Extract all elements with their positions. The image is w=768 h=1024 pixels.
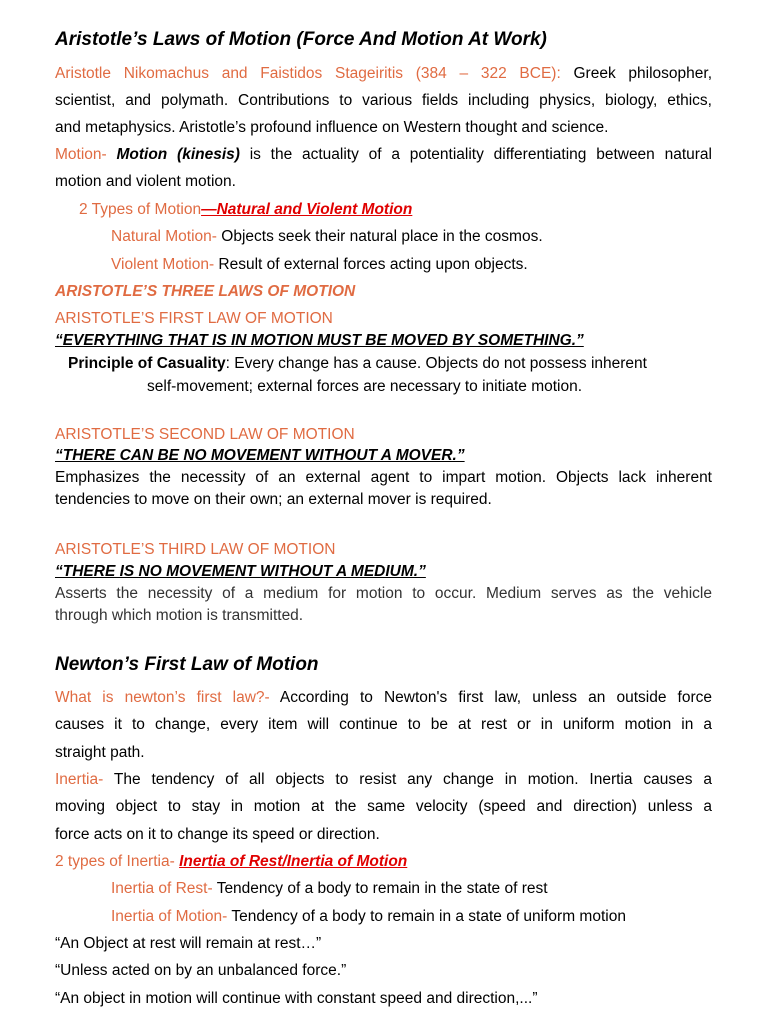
inertia-motion-label: Inertia of Motion- <box>111 908 228 925</box>
types-value: —Natural and Violent Motion <box>201 201 413 218</box>
section-title-aristotle: Aristotle’s Laws of Motion (Force And Motion At Work) <box>55 29 547 50</box>
motion-label: Motion- <box>55 146 107 163</box>
section-title-newton: Newton’s First Law of Motion <box>55 654 319 675</box>
newton-what-line-2: causes it to change, every item will continue to be at rest or in uniform motion in a <box>55 716 712 733</box>
second-law-line-1: Emphasizes the necessity of an external agent to impart motion. Objects lack inherent <box>55 469 712 486</box>
motion-term: Motion (kinesis) <box>116 146 240 163</box>
bio-line-3: and metaphysics. Aristotle’s profound influence on Western thought and science. <box>55 119 609 136</box>
third-law-line-2: through which motion is transmitted. <box>55 607 304 624</box>
inertia-motion-text: Tendency of a body to remain in a state of uniform motion <box>231 908 626 925</box>
first-law-line-1 <box>68 354 647 374</box>
bio-label: Aristotle Nikomachus and Faistidos Stageiritis (384 – 322 BCE): <box>55 65 561 82</box>
second-law-heading: ARISTOTLE’S SECOND LAW OF MOTION <box>55 426 355 443</box>
newton-what-text-1: According to Newton's first law, unless an outside force <box>279 689 712 706</box>
natural-text: Objects seek their natural place in the cosmos. <box>221 228 543 245</box>
third-law-quote: “THERE IS NO MOVEMENT WITHOUT A MEDIUM.” <box>55 563 426 580</box>
newton-what-line-3: straight path. <box>55 744 145 761</box>
quote-line-2: “Unless acted on by an unbalanced force.” <box>55 962 347 979</box>
motion-def-line-2: motion and violent motion. <box>55 173 236 190</box>
third-law-line-1: Asserts the necessity of a medium for motion to occur. Medium serves as the vehicle <box>55 585 712 602</box>
inertia-of-rest <box>111 879 548 899</box>
natural-motion <box>111 227 543 247</box>
bio-line-1 <box>55 64 712 84</box>
first-law-line-2: self-movement; external forces are necessary to initiate motion. <box>147 378 583 395</box>
inertia-line-3: force acts on it to change its speed or direction. <box>55 826 380 843</box>
inertia-line-2: moving object to stay in motion at the same velocity (speed and direction) unless a <box>55 798 712 815</box>
inertia-label: Inertia- <box>55 771 104 788</box>
inertia-types-value: Inertia of Rest/Inertia of Motion <box>179 853 408 870</box>
violent-text: Result of external forces acting upon objects. <box>218 256 528 273</box>
motion-def-line-1 <box>55 145 712 165</box>
newton-what-line-1 <box>55 688 712 708</box>
second-law-line-2: tendencies to move on their own; an external mover is required. <box>55 491 492 508</box>
types-of-inertia <box>55 852 407 872</box>
inertia-types-label: 2 types of Inertia- <box>55 853 175 870</box>
quote-line-3: “An object in motion will continue with constant speed and direction,...” <box>55 990 538 1007</box>
types-of-motion <box>79 200 412 220</box>
inertia-of-motion <box>111 907 626 927</box>
bio-line-2: scientist, and polymath. Contributions to various fields including physics, biology, ethics, <box>55 92 712 109</box>
first-law-quote: “EVERYTHING THAT IS IN MOTION MUST BE MOVED BY SOMETHING.” <box>55 332 584 349</box>
first-law-heading: ARISTOTLE’S FIRST LAW OF MOTION <box>55 310 333 327</box>
inertia-rest-text: Tendency of a body to remain in the state of rest <box>216 880 548 897</box>
second-law-quote: “THERE CAN BE NO MOVEMENT WITHOUT A MOVER.” <box>55 447 465 464</box>
first-law-text-1: : Every change has a cause. Objects do not possess inherent <box>225 355 647 372</box>
inertia-rest-label: Inertia of Rest- <box>111 880 213 897</box>
motion-text-1: is the actuality of a potentiality differentiating between natural <box>249 146 712 163</box>
first-law-term: Principle of Casuality <box>68 355 226 372</box>
violent-label: Violent Motion- <box>111 256 215 273</box>
inertia-text-1: The tendency of all objects to resist any change in motion. Inertia causes a <box>113 771 712 788</box>
bio-text-1: Greek philosopher, <box>573 65 712 82</box>
inertia-line-1 <box>55 770 712 790</box>
natural-label: Natural Motion- <box>111 228 217 245</box>
third-law-heading: ARISTOTLE’S THIRD LAW OF MOTION <box>55 541 336 558</box>
newton-what-label: What is newton’s first law?- <box>55 689 270 706</box>
types-label: 2 Types of Motion <box>79 201 202 218</box>
violent-motion <box>111 255 528 275</box>
quote-line-1: “An Object at rest will remain at rest…” <box>55 935 322 952</box>
three-laws-heading: ARISTOTLE’S THREE LAWS OF MOTION <box>55 283 356 300</box>
